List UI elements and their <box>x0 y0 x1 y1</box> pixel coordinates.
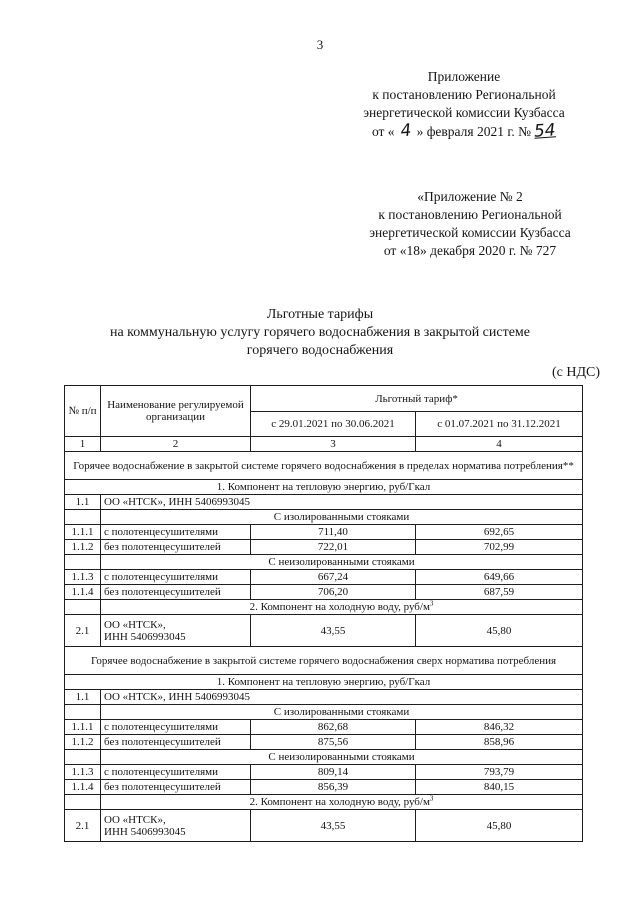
row-name: с полотенцесушителями <box>101 720 251 735</box>
row-num: 1.1.1 <box>65 720 101 735</box>
header-name: Наименование регулируемой организации <box>101 386 251 437</box>
row-value-1: 43,55 <box>251 810 416 842</box>
col-index-3: 3 <box>251 437 416 452</box>
table-row <box>65 570 583 585</box>
row-name <box>101 810 251 842</box>
row-value-1: 722,01 <box>251 540 416 555</box>
appendix-header <box>340 68 588 141</box>
appendix2-header <box>330 188 610 260</box>
row-value-1: 706,20 <box>251 585 416 600</box>
table-row <box>65 735 583 750</box>
vat-note: (с НДС) <box>551 365 600 380</box>
row-value-2: 793,79 <box>416 765 583 780</box>
row-name: без полотенцесушителей <box>101 585 251 600</box>
header-period-2: с 01.07.2021 по 31.12.2021 <box>416 412 583 437</box>
table-row <box>65 585 583 600</box>
appendix2-line-commission: энергетической комиссии Кузбасса <box>369 225 571 240</box>
cold-component-text: 2. Компонент на холодную воду, руб/м <box>249 796 430 808</box>
row-name-line-2: ИНН 5406993045 <box>104 630 186 643</box>
date-suffix: » февраля 2021 г. № <box>416 124 532 139</box>
col-index-1: 1 <box>65 437 101 452</box>
block2-title: Горячее водоснабжение в закрытой системе горячего водоснабжения сверх норматива потребления <box>65 647 583 675</box>
row-num: 1.1.3 <box>65 570 101 585</box>
block1-org-name: ОО «НТСК», ИНН 5406993045 <box>101 495 583 510</box>
block2-insulated: С изолированными стояками <box>101 705 583 720</box>
tariff-table <box>64 385 583 842</box>
row-num: 1.1.4 <box>65 585 101 600</box>
row-value-2: 45,80 <box>416 615 583 647</box>
table-row <box>65 525 583 540</box>
appendix-date-line <box>340 122 588 141</box>
document-title <box>60 306 580 360</box>
block1-org-num: 1.1 <box>65 495 101 510</box>
row-value-2: 692,65 <box>416 525 583 540</box>
block2-non-insulated-row <box>65 750 583 765</box>
cold-component-sup: 3 <box>429 794 434 803</box>
block2-cold-component <box>101 795 583 810</box>
row-name: без полотенцесушителей <box>101 540 251 555</box>
appendix2-date-line: от «18» декабря 2020 г. № 727 <box>383 243 557 258</box>
block1-insulated: С изолированными стояками <box>101 510 583 525</box>
row-name <box>101 615 251 647</box>
title-line-3: горячего водоснабжения <box>246 343 394 358</box>
block1-cold-component <box>101 600 583 615</box>
row-value-2: 858,96 <box>416 735 583 750</box>
header-num: № п/п <box>65 386 101 437</box>
row-value-2: 702,99 <box>416 540 583 555</box>
header-tariff: Льготный тариф* <box>251 386 583 412</box>
title-line-2: на коммунальную услугу горячего водоснабжения в закрытой системе <box>109 325 531 340</box>
block1-insulated-row <box>65 510 583 525</box>
block1-heat-row <box>65 480 583 495</box>
appendix2-line-resolution: к постановлению Региональной <box>378 207 562 222</box>
column-index-row <box>65 437 583 452</box>
row-name: с полотенцесушителями <box>101 765 251 780</box>
block2-non-insulated: С неизолированными стояками <box>101 750 583 765</box>
table-row <box>65 615 583 647</box>
block2-heat-component: 1. Компонент на тепловую энергию, руб/Гкал <box>65 675 583 690</box>
appendix-title: Приложение <box>427 69 501 84</box>
table-row <box>65 720 583 735</box>
table-header-row <box>65 386 583 412</box>
row-num: 1.1.2 <box>65 735 101 750</box>
row-name: с полотенцесушителями <box>101 570 251 585</box>
handwritten-day: 4 <box>399 120 412 142</box>
block2-section-row <box>65 647 583 675</box>
appendix-line-resolution: к постановлению Региональной <box>372 87 556 102</box>
block1-title: Горячее водоснабжение в закрытой системе горячего водоснабжения в пределах норматива потребления** <box>65 452 583 480</box>
col-index-2: 2 <box>101 437 251 452</box>
row-value-1: 875,56 <box>251 735 416 750</box>
block1-section-row <box>65 452 583 480</box>
block2-org-name: ОО «НТСК», ИНН 5406993045 <box>101 690 583 705</box>
block2-org-row <box>65 690 583 705</box>
row-num: 2.1 <box>65 615 101 647</box>
block2-insulated-row <box>65 705 583 720</box>
date-prefix: от « <box>371 124 395 139</box>
title-line-1: Льготные тарифы <box>266 307 374 322</box>
row-value-1: 711,40 <box>251 525 416 540</box>
row-num: 2.1 <box>65 810 101 842</box>
table-row <box>65 765 583 780</box>
row-name: с полотенцесушителями <box>101 525 251 540</box>
row-value-2: 687,59 <box>416 585 583 600</box>
block1-cold-row <box>65 600 583 615</box>
row-value-2: 649,66 <box>416 570 583 585</box>
cold-component-sup: 3 <box>429 599 434 608</box>
header-period-1: с 29.01.2021 по 30.06.2021 <box>251 412 416 437</box>
empty-cell <box>65 705 101 720</box>
row-name: без полотенцесушителей <box>101 780 251 795</box>
row-num: 1.1.2 <box>65 540 101 555</box>
empty-cell <box>65 795 101 810</box>
appendix2-title: «Приложение № 2 <box>417 189 523 204</box>
row-value-1: 856,39 <box>251 780 416 795</box>
row-num: 1.1.4 <box>65 780 101 795</box>
empty-cell <box>65 510 101 525</box>
row-num: 1.1.1 <box>65 525 101 540</box>
row-name-line-1: ОО «НТСК», <box>104 813 166 826</box>
empty-cell <box>65 750 101 765</box>
row-name-line-1: ОО «НТСК», <box>104 618 166 631</box>
row-value-1: 862,68 <box>251 720 416 735</box>
appendix-line-commission: энергетической комиссии Кузбасса <box>363 105 565 120</box>
row-name-line-2: ИНН 5406993045 <box>104 825 186 838</box>
handwritten-number: 54 <box>533 120 557 142</box>
row-value-1: 667,24 <box>251 570 416 585</box>
col-index-4: 4 <box>416 437 583 452</box>
empty-cell <box>65 600 101 615</box>
block1-non-insulated-row <box>65 555 583 570</box>
block1-heat-component: 1. Компонент на тепловую энергию, руб/Гкал <box>65 480 583 495</box>
empty-cell <box>65 555 101 570</box>
table-row <box>65 780 583 795</box>
row-value-2: 840,15 <box>416 780 583 795</box>
block1-non-insulated: С неизолированными стояками <box>101 555 583 570</box>
table-row <box>65 810 583 842</box>
row-value-2: 45,80 <box>416 810 583 842</box>
row-value-1: 43,55 <box>251 615 416 647</box>
page-number: 3 <box>316 37 324 52</box>
block2-org-num: 1.1 <box>65 690 101 705</box>
table-row <box>65 540 583 555</box>
row-value-1: 809,14 <box>251 765 416 780</box>
row-name: без полотенцесушителей <box>101 735 251 750</box>
block1-org-row <box>65 495 583 510</box>
block2-heat-row <box>65 675 583 690</box>
block2-cold-row <box>65 795 583 810</box>
row-value-2: 846,32 <box>416 720 583 735</box>
cold-component-text: 2. Компонент на холодную воду, руб/м <box>249 601 430 613</box>
row-num: 1.1.3 <box>65 765 101 780</box>
